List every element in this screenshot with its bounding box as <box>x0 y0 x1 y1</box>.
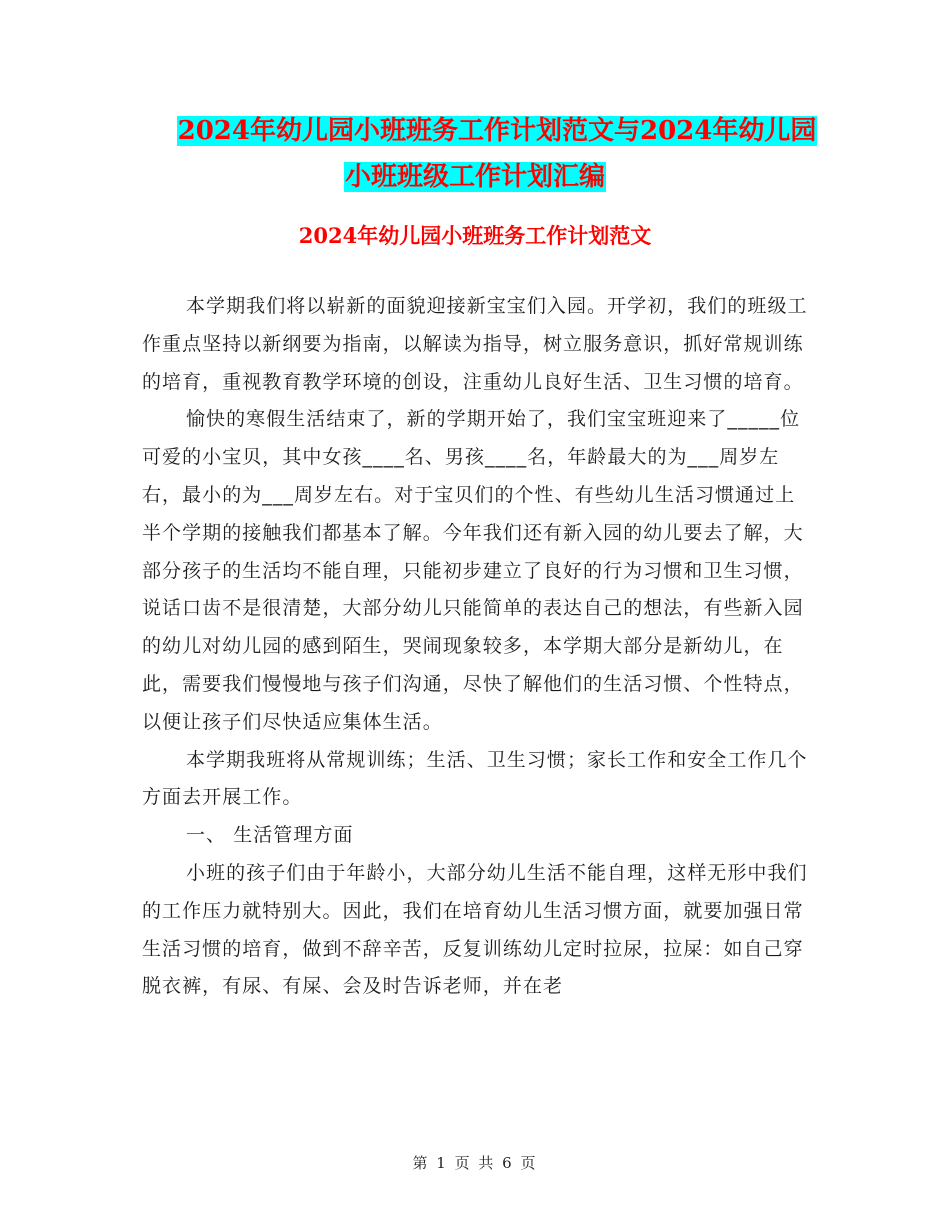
title-highlight-1: 2024年幼儿园小班班务工作计划范文与2024年幼儿园 <box>177 116 817 146</box>
section-title: 2024年幼儿园小班班务工作计划范文 <box>298 223 652 248</box>
paragraph-3: 本学期我班将从常规训练；生活、卫生习惯；家长工作和安全工作几个方面去开展工作。 <box>142 748 808 809</box>
section-heading-life-management: 一、 生活管理方面 <box>186 824 354 847</box>
paragraph-1: 本学期我们将以崭新的面貌迎接新宝宝们入园。开学初，我们的班级工作重点坚持以新纲要为指南，以解读为指导，树立服务意识，抓好常规训练的培育，重视教育教学环境的创设，注重幼儿良好生活、卫生习惯的培育。 <box>142 295 808 393</box>
document-title-line-1 <box>22 108 950 154</box>
document-title-line-2 <box>0 154 950 200</box>
paragraph-2: 愉快的寒假生活结束了，新的学期开始了，我们宝宝班迎来了_____位可爱的小宝贝，其中女孩____名、男孩____名，年龄最大的为___周岁左右，最小的为___周岁左右。对于宝贝们的个性、有些幼儿生活习惯通过上半个学期的接触我们都基本了解。今年我们还有新入园的幼儿要去了解，大部分孩子的生活均不能自理，只能初步建立了良好的行为习惯和卫生习惯，说话口齿不是很清楚，大部分幼儿只能简单的表达自己的想法，有些新入园的幼儿对幼儿园的感到陌生，哭闹现象较多，本学期大部分是新幼儿，在此，需要我们慢慢地与孩子们沟通，尽快了解他们的生活习惯、个性特点，以便让孩子们尽快适应集体生活。 <box>142 408 804 733</box>
title-highlight-2: 小班班级工作计划汇编 <box>344 162 605 192</box>
page-footer: 第 1 页 共 6 页 <box>412 1154 538 1172</box>
paragraph-4: 小班的孩子们由于年龄小，大部分幼儿生活不能自理，这样无形中我们的工作压力就特别大。因此，我们在培育幼儿生活习惯方面，就要加强日常生活习惯的培育，做到不辞辛苦，反复训练幼儿定时拉尿，拉屎：如自己穿脱衣裤，有尿、有屎、会及时告诉老师，并在老 <box>142 861 808 998</box>
document-body <box>142 288 810 1006</box>
